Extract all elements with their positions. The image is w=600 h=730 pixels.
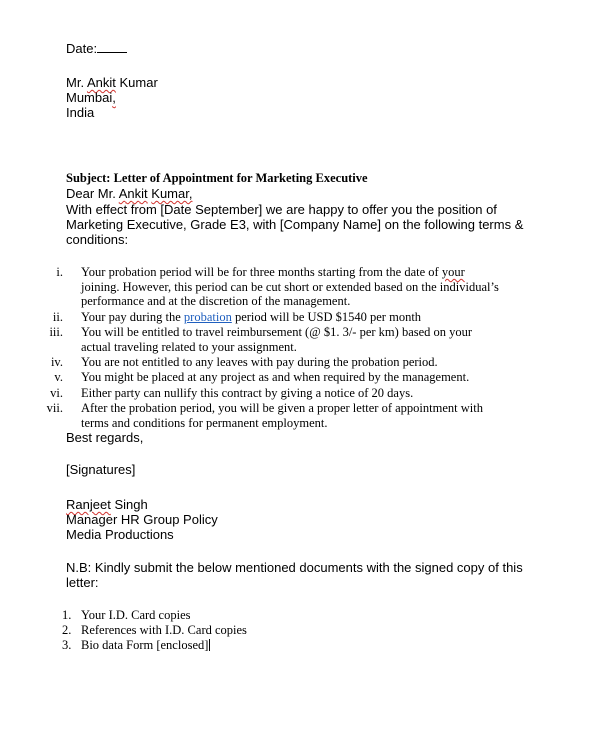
term-text: You might be placed at any project as and when required by the management. bbox=[81, 370, 470, 384]
term-number: vi. bbox=[50, 386, 63, 400]
document-number: 2. bbox=[62, 623, 72, 637]
note-line-2: letter: bbox=[66, 575, 99, 590]
intro-line-2: Marketing Executive, Grade E3, with [Company Name] on the following terms & bbox=[66, 217, 524, 232]
salutation bbox=[66, 186, 192, 201]
term-item bbox=[81, 325, 546, 354]
term-number: v. bbox=[54, 370, 63, 384]
document-item-text: Bio data Form [enclosed] bbox=[81, 638, 209, 652]
term-text: Your pay during the bbox=[81, 310, 181, 324]
recipient-last-name: Kumar bbox=[119, 75, 158, 90]
signer-name bbox=[66, 497, 148, 512]
term-text: joining. However, this period can be cut short or extended based on the individual’s bbox=[81, 279, 499, 294]
document-number: 1. bbox=[62, 608, 72, 622]
text-cursor bbox=[209, 639, 210, 651]
term-item bbox=[81, 310, 546, 325]
term-text: terms and conditions for permanent employment. bbox=[81, 415, 328, 430]
signer-last-name: Singh bbox=[114, 497, 148, 512]
term-text: Your probation period will be for three months starting from the date of bbox=[81, 265, 439, 279]
signer-company: Media Productions bbox=[66, 527, 174, 542]
intro-line-3: conditions: bbox=[66, 232, 129, 247]
recipient-name bbox=[66, 75, 158, 90]
term-text: Either party can nullify this contract by giving a notice of 20 days. bbox=[81, 386, 414, 400]
term-text: After the probation period, you will be given a proper letter of appointment with bbox=[81, 401, 483, 415]
salutation-prefix: Dear Mr. bbox=[66, 186, 116, 201]
term-text: actual traveling related to your assignment. bbox=[81, 339, 297, 354]
date-label: Date: bbox=[66, 41, 98, 56]
term-text: You are not entitled to any leaves with pay during the probation period. bbox=[81, 355, 438, 369]
term-number: ii. bbox=[52, 310, 63, 324]
document-item: References with I.D. Card copies bbox=[81, 623, 247, 637]
term-flagged-word: your bbox=[441, 265, 465, 279]
date-line bbox=[66, 41, 127, 56]
closing: Best regards, bbox=[66, 430, 144, 445]
term-text: period will be USD $1540 per month bbox=[234, 310, 422, 324]
signer-title: Manager HR Group Policy bbox=[66, 512, 218, 527]
recipient-city-text: Mumbai bbox=[66, 90, 113, 105]
term-item bbox=[81, 355, 546, 370]
document-item bbox=[81, 638, 210, 653]
salutation-name: Ankit bbox=[118, 186, 148, 201]
recipient-honorific: Mr. bbox=[66, 75, 85, 90]
term-text: You will be entitled to travel reimbursement (@ $1. 3/- per km) based on your bbox=[81, 325, 473, 339]
recipient-city bbox=[66, 90, 116, 105]
document-item: Your I.D. Card copies bbox=[81, 608, 191, 622]
term-item bbox=[81, 265, 546, 309]
signer-first-name: Ranjeet bbox=[66, 497, 111, 512]
date-blank[interactable] bbox=[97, 41, 127, 53]
signatures-placeholder: [Signatures] bbox=[66, 462, 136, 477]
term-item bbox=[81, 386, 546, 401]
recipient-city-comma: , bbox=[112, 90, 116, 105]
document-number: 3. bbox=[62, 638, 72, 652]
term-text: performance and at the discretion of the management. bbox=[81, 294, 351, 309]
note-line-1: N.B: Kindly submit the below mentioned documents with the signed copy of this bbox=[66, 560, 523, 575]
term-number: i. bbox=[56, 265, 63, 279]
recipient-country: India bbox=[66, 105, 95, 120]
term-number: iii. bbox=[49, 325, 63, 339]
term-item bbox=[81, 370, 546, 385]
salutation-suffix: Kumar, bbox=[151, 186, 193, 201]
term-item bbox=[81, 401, 546, 430]
probation-link[interactable]: probation bbox=[183, 310, 232, 324]
term-number: vii. bbox=[46, 401, 63, 415]
subject-line: Subject: Letter of Appointment for Marketing Executive bbox=[66, 171, 368, 185]
recipient-first-name: Ankit bbox=[86, 75, 116, 90]
term-number: iv. bbox=[50, 355, 63, 369]
intro-line-1: With effect from [Date September] we are happy to offer you the position of bbox=[66, 202, 497, 217]
